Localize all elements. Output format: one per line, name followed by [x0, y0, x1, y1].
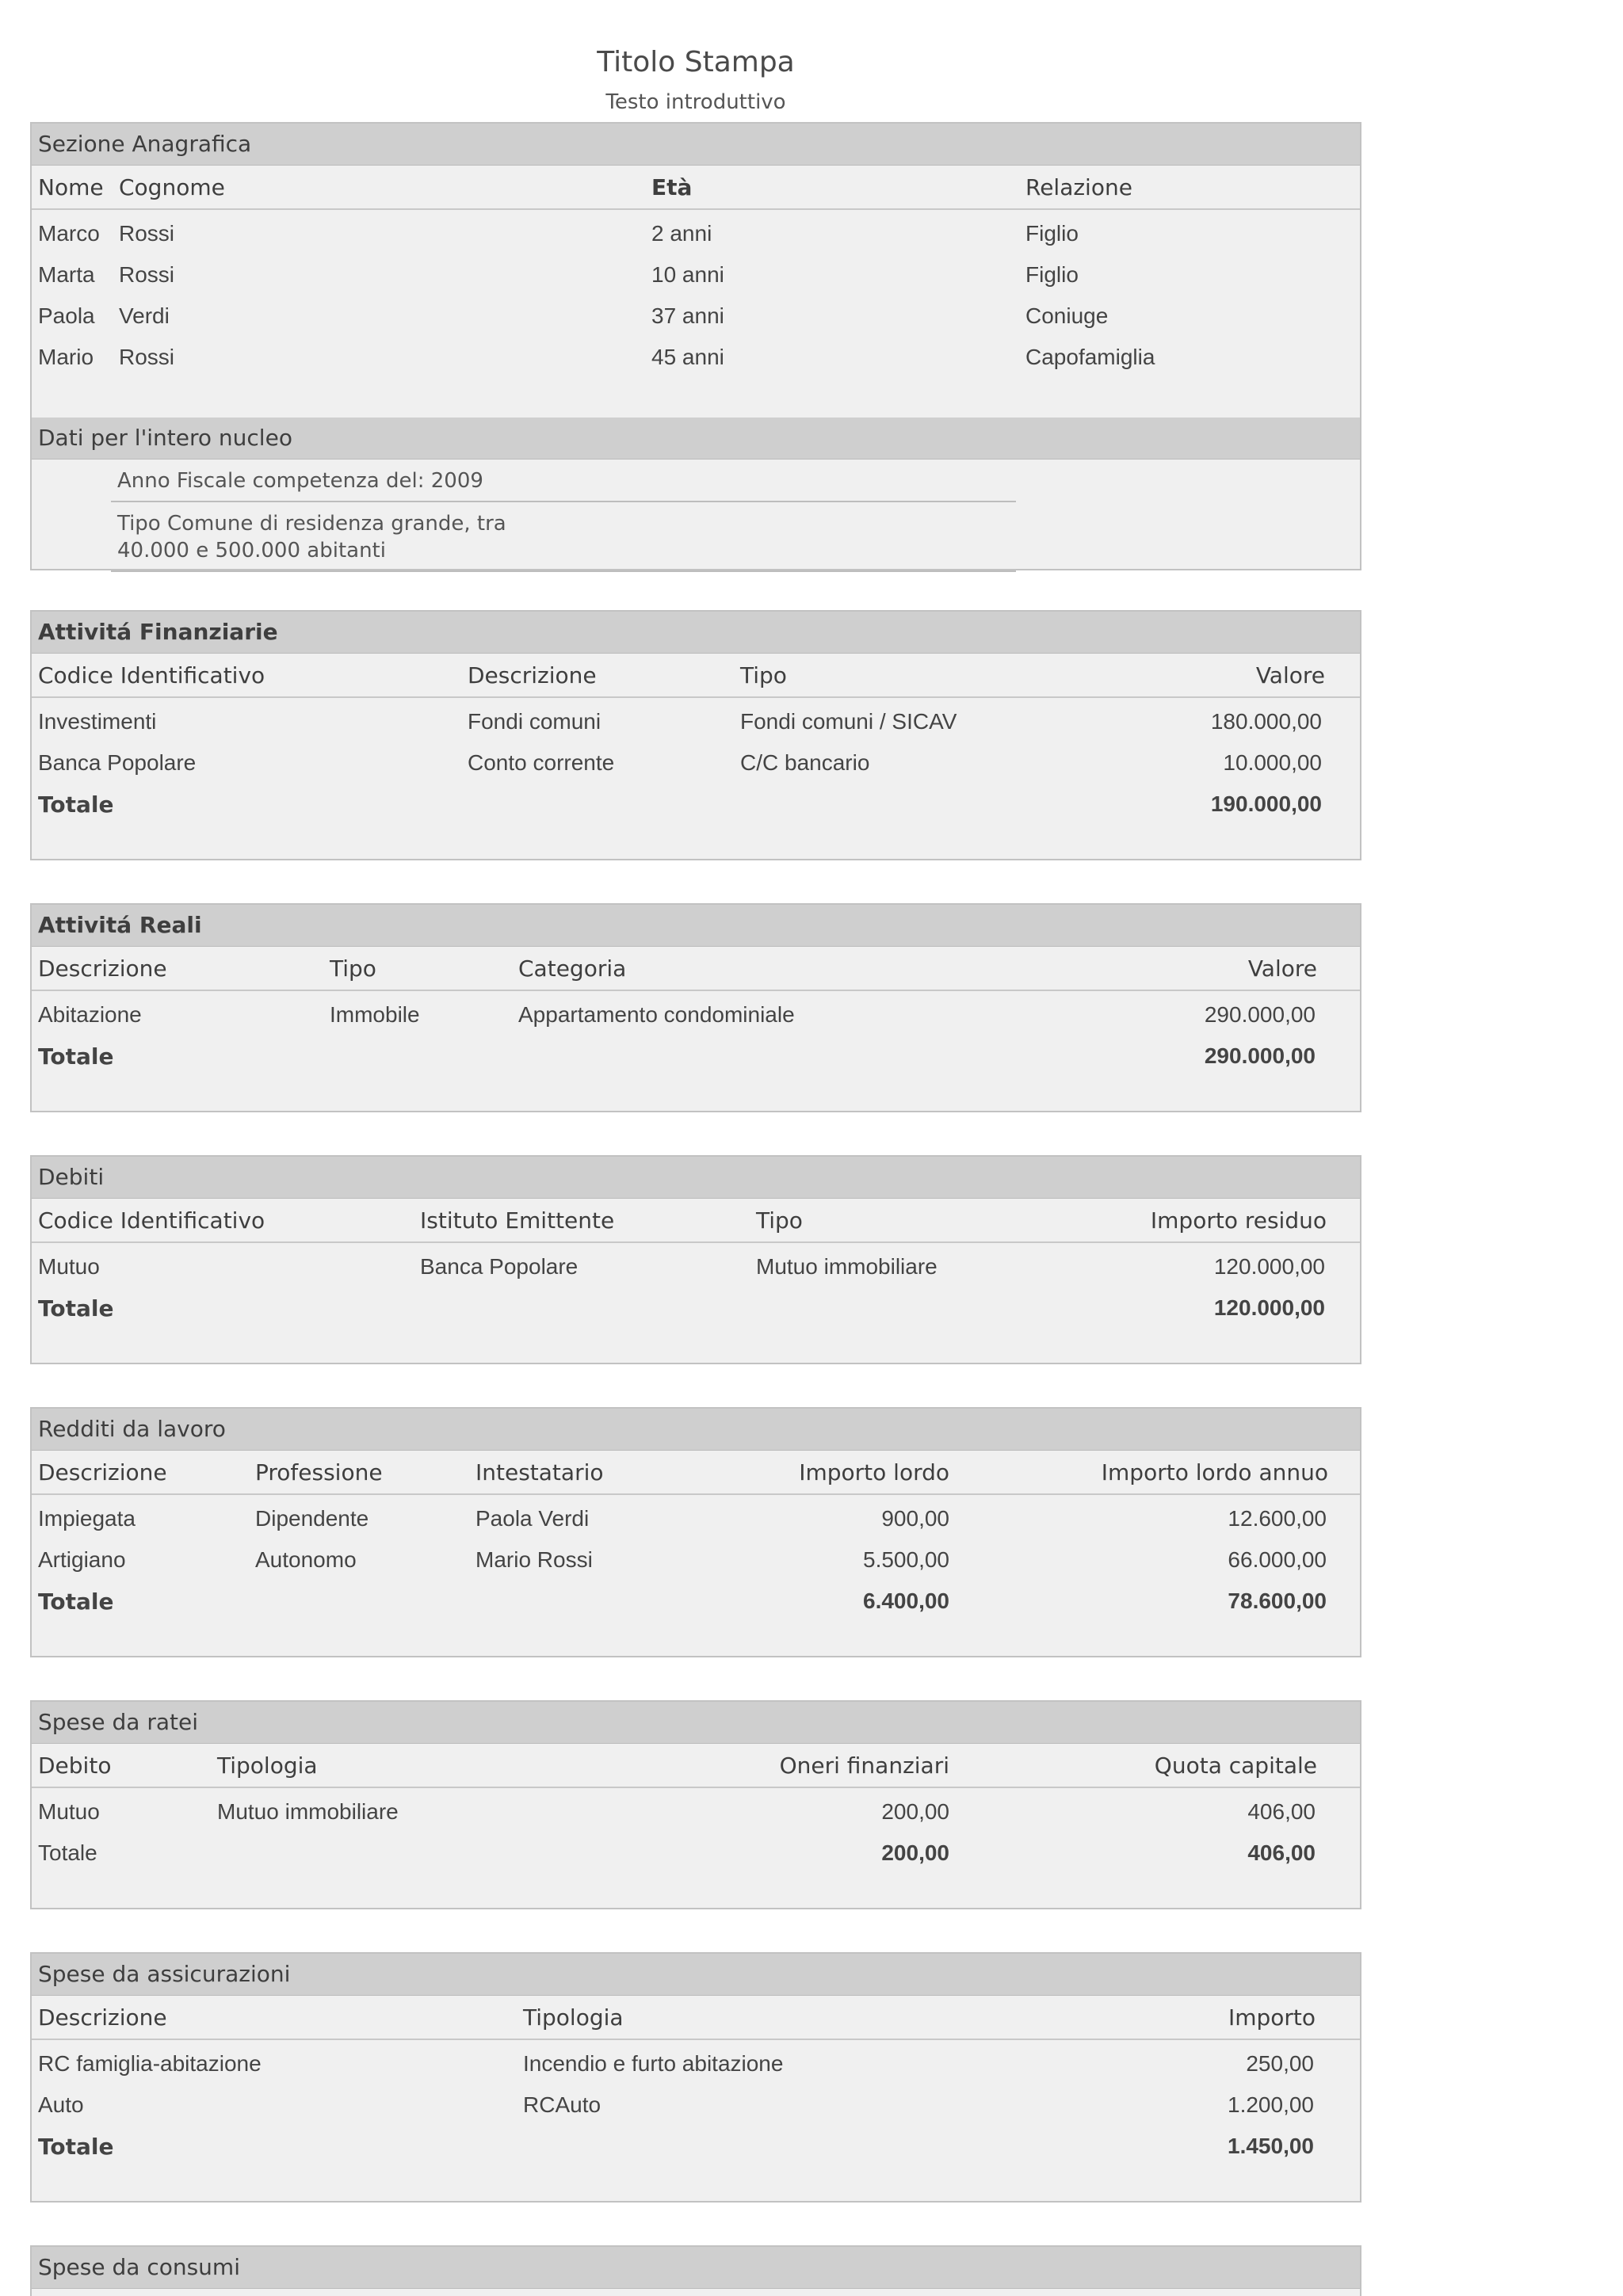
cell-tipo: C/C bancario — [740, 750, 870, 775]
cell-codice: Mutuo — [38, 1254, 100, 1279]
table-row — [32, 994, 1360, 1035]
cell-tipo: Fondi comuni / SICAV — [740, 709, 957, 734]
cell-nome: Marco — [38, 221, 100, 246]
cell-importo-annuo: 66.000,00 — [1228, 1547, 1327, 1572]
col-tipo: Tipo — [740, 662, 787, 688]
col-debito: Debito — [38, 1753, 112, 1779]
table-row — [32, 1539, 1360, 1581]
tipo-comune — [111, 502, 1016, 572]
section-attivita-finanziarie — [30, 610, 1361, 860]
col-importo-lordo: Importo lordo — [799, 1459, 949, 1486]
cell-importo-lordo: 5.500,00 — [863, 1547, 949, 1572]
cell-cognome: Verdi — [119, 303, 170, 328]
total-row — [32, 1833, 1360, 1874]
cell-intestatario: Paola Verdi — [475, 1506, 590, 1531]
section-spese-consumi — [30, 2245, 1361, 2296]
col-descrizione: Descrizione — [38, 1459, 167, 1486]
total-row — [32, 1581, 1360, 1622]
table-row — [32, 1246, 1360, 1287]
cell-codice: Banca Popolare — [38, 750, 197, 775]
total-oneri: 200,00 — [881, 1840, 949, 1865]
cell-tipologia: Mutuo immobiliare — [217, 1799, 399, 1824]
cell-importo-annuo: 12.600,00 — [1228, 1506, 1327, 1531]
total-label: Totale — [38, 1043, 114, 1070]
col-valore: Valore — [1247, 955, 1317, 982]
cell-relazione: Coniuge — [1025, 303, 1109, 328]
cell-valore: 290.000,00 — [1204, 1002, 1316, 1027]
table-row — [32, 254, 1360, 296]
table-row — [32, 337, 1360, 378]
col-professione: Professione — [255, 1459, 383, 1486]
section-anagrafica — [30, 122, 1361, 570]
cell-tipologia: Incendio e furto abitazione — [523, 2051, 784, 2076]
table-row — [32, 2084, 1360, 2126]
col-oneri-finanziari: Oneri finanziari — [779, 1753, 949, 1779]
col-relazione: Relazione — [1025, 174, 1132, 200]
table-row — [32, 2043, 1360, 2084]
cell-valore: 10.000,00 — [1223, 750, 1322, 775]
col-importo: Importo — [1228, 2004, 1316, 2031]
tipo-comune-line: 40.000 e 500.000 abitanti — [117, 539, 386, 563]
cell-intestatario: Mario Rossi — [475, 1547, 593, 1572]
col-tipologia: Tipologia — [217, 1753, 318, 1779]
table-header — [32, 947, 1360, 991]
cell-importo-lordo: 900,00 — [881, 1506, 949, 1531]
col-descrizione: Descrizione — [38, 2004, 167, 2031]
cell-descrizione: Impiegata — [38, 1506, 136, 1531]
total-importo-lordo: 6.400,00 — [863, 1589, 949, 1613]
page-intro: Testo introduttivo — [605, 90, 786, 114]
col-categoria: Categoria — [518, 955, 627, 982]
total-value: 190.000,00 — [1210, 791, 1322, 816]
col-nome: Nome — [38, 174, 104, 200]
total-value: 1.450,00 — [1228, 2134, 1314, 2158]
cell-tipologia: RCAuto — [523, 2092, 601, 2117]
col-importo-lordo-annuo: Importo lordo annuo — [1101, 1459, 1328, 1486]
total-value: 290.000,00 — [1204, 1043, 1316, 1068]
cell-relazione: Figlio — [1025, 262, 1079, 287]
cell-debito: Mutuo — [38, 1799, 100, 1824]
total-label: Totale — [38, 1840, 97, 1865]
cell-professione: Autonomo — [255, 1547, 357, 1572]
cell-descrizione: Fondi comuni — [468, 709, 601, 734]
col-tipo: Tipo — [330, 955, 376, 982]
anno-fiscale: Anno Fiscale competenza del: 2009 — [111, 460, 1016, 502]
table-row — [32, 213, 1360, 254]
section-title: Debiti — [32, 1157, 1360, 1199]
section-title: Sezione Anagrafica — [32, 124, 1360, 166]
total-value: 120.000,00 — [1213, 1295, 1325, 1320]
section-title: Redditi da lavoro — [32, 1409, 1360, 1451]
total-label: Totale — [38, 2134, 114, 2160]
cell-quota: 406,00 — [1247, 1799, 1316, 1824]
total-label: Totale — [38, 791, 114, 818]
col-cognome: Cognome — [119, 174, 225, 200]
section-title: Spese da ratei — [32, 1702, 1360, 1744]
cell-cognome: Rossi — [119, 221, 175, 246]
cell-importo: 1.200,00 — [1228, 2092, 1314, 2117]
cell-codice: Investimenti — [38, 709, 157, 734]
tipo-comune-line: Tipo Comune di residenza grande, tra — [117, 512, 506, 536]
cell-nome: Paola — [38, 303, 95, 328]
col-eta: Età — [651, 174, 693, 200]
total-row — [32, 1035, 1360, 1077]
cell-valore: 180.000,00 — [1210, 709, 1322, 734]
table-row — [32, 742, 1360, 784]
cell-nome: Mario — [38, 345, 94, 369]
table-header — [32, 1451, 1360, 1495]
col-tipologia: Tipologia — [523, 2004, 624, 2031]
total-row — [32, 2126, 1360, 2167]
cell-eta: 2 anni — [651, 221, 712, 246]
section-title-nucleo: Dati per l'intero nucleo — [32, 418, 1360, 460]
section-debiti — [30, 1155, 1361, 1364]
table-row — [32, 701, 1360, 742]
total-row — [32, 1287, 1360, 1329]
cell-relazione: Capofamiglia — [1025, 345, 1155, 369]
cell-descrizione: Artigiano — [38, 1547, 126, 1572]
cell-cognome: Rossi — [119, 345, 175, 369]
cell-eta: 10 anni — [651, 262, 724, 287]
total-label: Totale — [38, 1295, 114, 1322]
table-header — [32, 1199, 1360, 1243]
section-title: Spese da assicurazioni — [32, 1954, 1360, 1996]
col-istituto: Istituto Emittente — [420, 1207, 615, 1234]
section-title: Attivitá Reali — [32, 905, 1360, 947]
table-row — [32, 1498, 1360, 1539]
cell-categoria: Appartamento condominiale — [518, 1002, 795, 1027]
cell-importo: 120.000,00 — [1213, 1254, 1325, 1279]
page-title: Titolo Stampa — [597, 46, 795, 78]
cell-tipo: Mutuo immobiliare — [756, 1254, 938, 1279]
col-descrizione: Descrizione — [38, 955, 167, 982]
total-label: Totale — [38, 1589, 114, 1615]
table-row — [32, 296, 1360, 337]
cell-professione: Dipendente — [255, 1506, 369, 1531]
col-codice: Codice Identificativo — [38, 1207, 265, 1234]
col-codice: Codice Identificativo — [38, 662, 265, 688]
col-quota-capitale: Quota capitale — [1154, 1753, 1317, 1779]
col-tipo: Tipo — [756, 1207, 803, 1234]
cell-descrizione: Auto — [38, 2092, 84, 2117]
total-quota: 406,00 — [1247, 1840, 1316, 1865]
section-attivita-reali — [30, 903, 1361, 1112]
cell-descrizione: Conto corrente — [468, 750, 615, 775]
cell-descrizione: RC famiglia-abitazione — [38, 2051, 262, 2076]
col-importo-residuo: Importo residuo — [1150, 1207, 1327, 1234]
total-row — [32, 784, 1360, 825]
col-valore: Valore — [1255, 662, 1325, 688]
total-importo-annuo: 78.600,00 — [1228, 1589, 1327, 1613]
cell-importo: 250,00 — [1246, 2051, 1314, 2076]
table-header — [32, 166, 1360, 210]
cell-nome: Marta — [38, 262, 95, 287]
col-intestatario: Intestatario — [475, 1459, 604, 1486]
cell-istituto: Banca Popolare — [420, 1254, 579, 1279]
cell-eta: 45 anni — [651, 345, 724, 369]
section-spese-ratei — [30, 1700, 1361, 1909]
table-header — [32, 1744, 1360, 1788]
cell-relazione: Figlio — [1025, 221, 1079, 246]
table-header — [32, 654, 1360, 698]
section-redditi-lavoro — [30, 1407, 1361, 1657]
section-title: Spese da consumi — [32, 2247, 1360, 2289]
section-spese-assicurazioni — [30, 1952, 1361, 2203]
cell-cognome: Rossi — [119, 262, 175, 287]
table-header — [32, 1996, 1360, 2040]
col-descrizione: Descrizione — [468, 662, 597, 688]
cell-tipo: Immobile — [330, 1002, 420, 1027]
section-title: Attivitá Finanziarie — [32, 612, 1360, 654]
cell-descrizione: Abitazione — [38, 1002, 142, 1027]
table-row — [32, 1791, 1360, 1833]
cell-eta: 37 anni — [651, 303, 724, 328]
cell-oneri: 200,00 — [881, 1799, 949, 1824]
